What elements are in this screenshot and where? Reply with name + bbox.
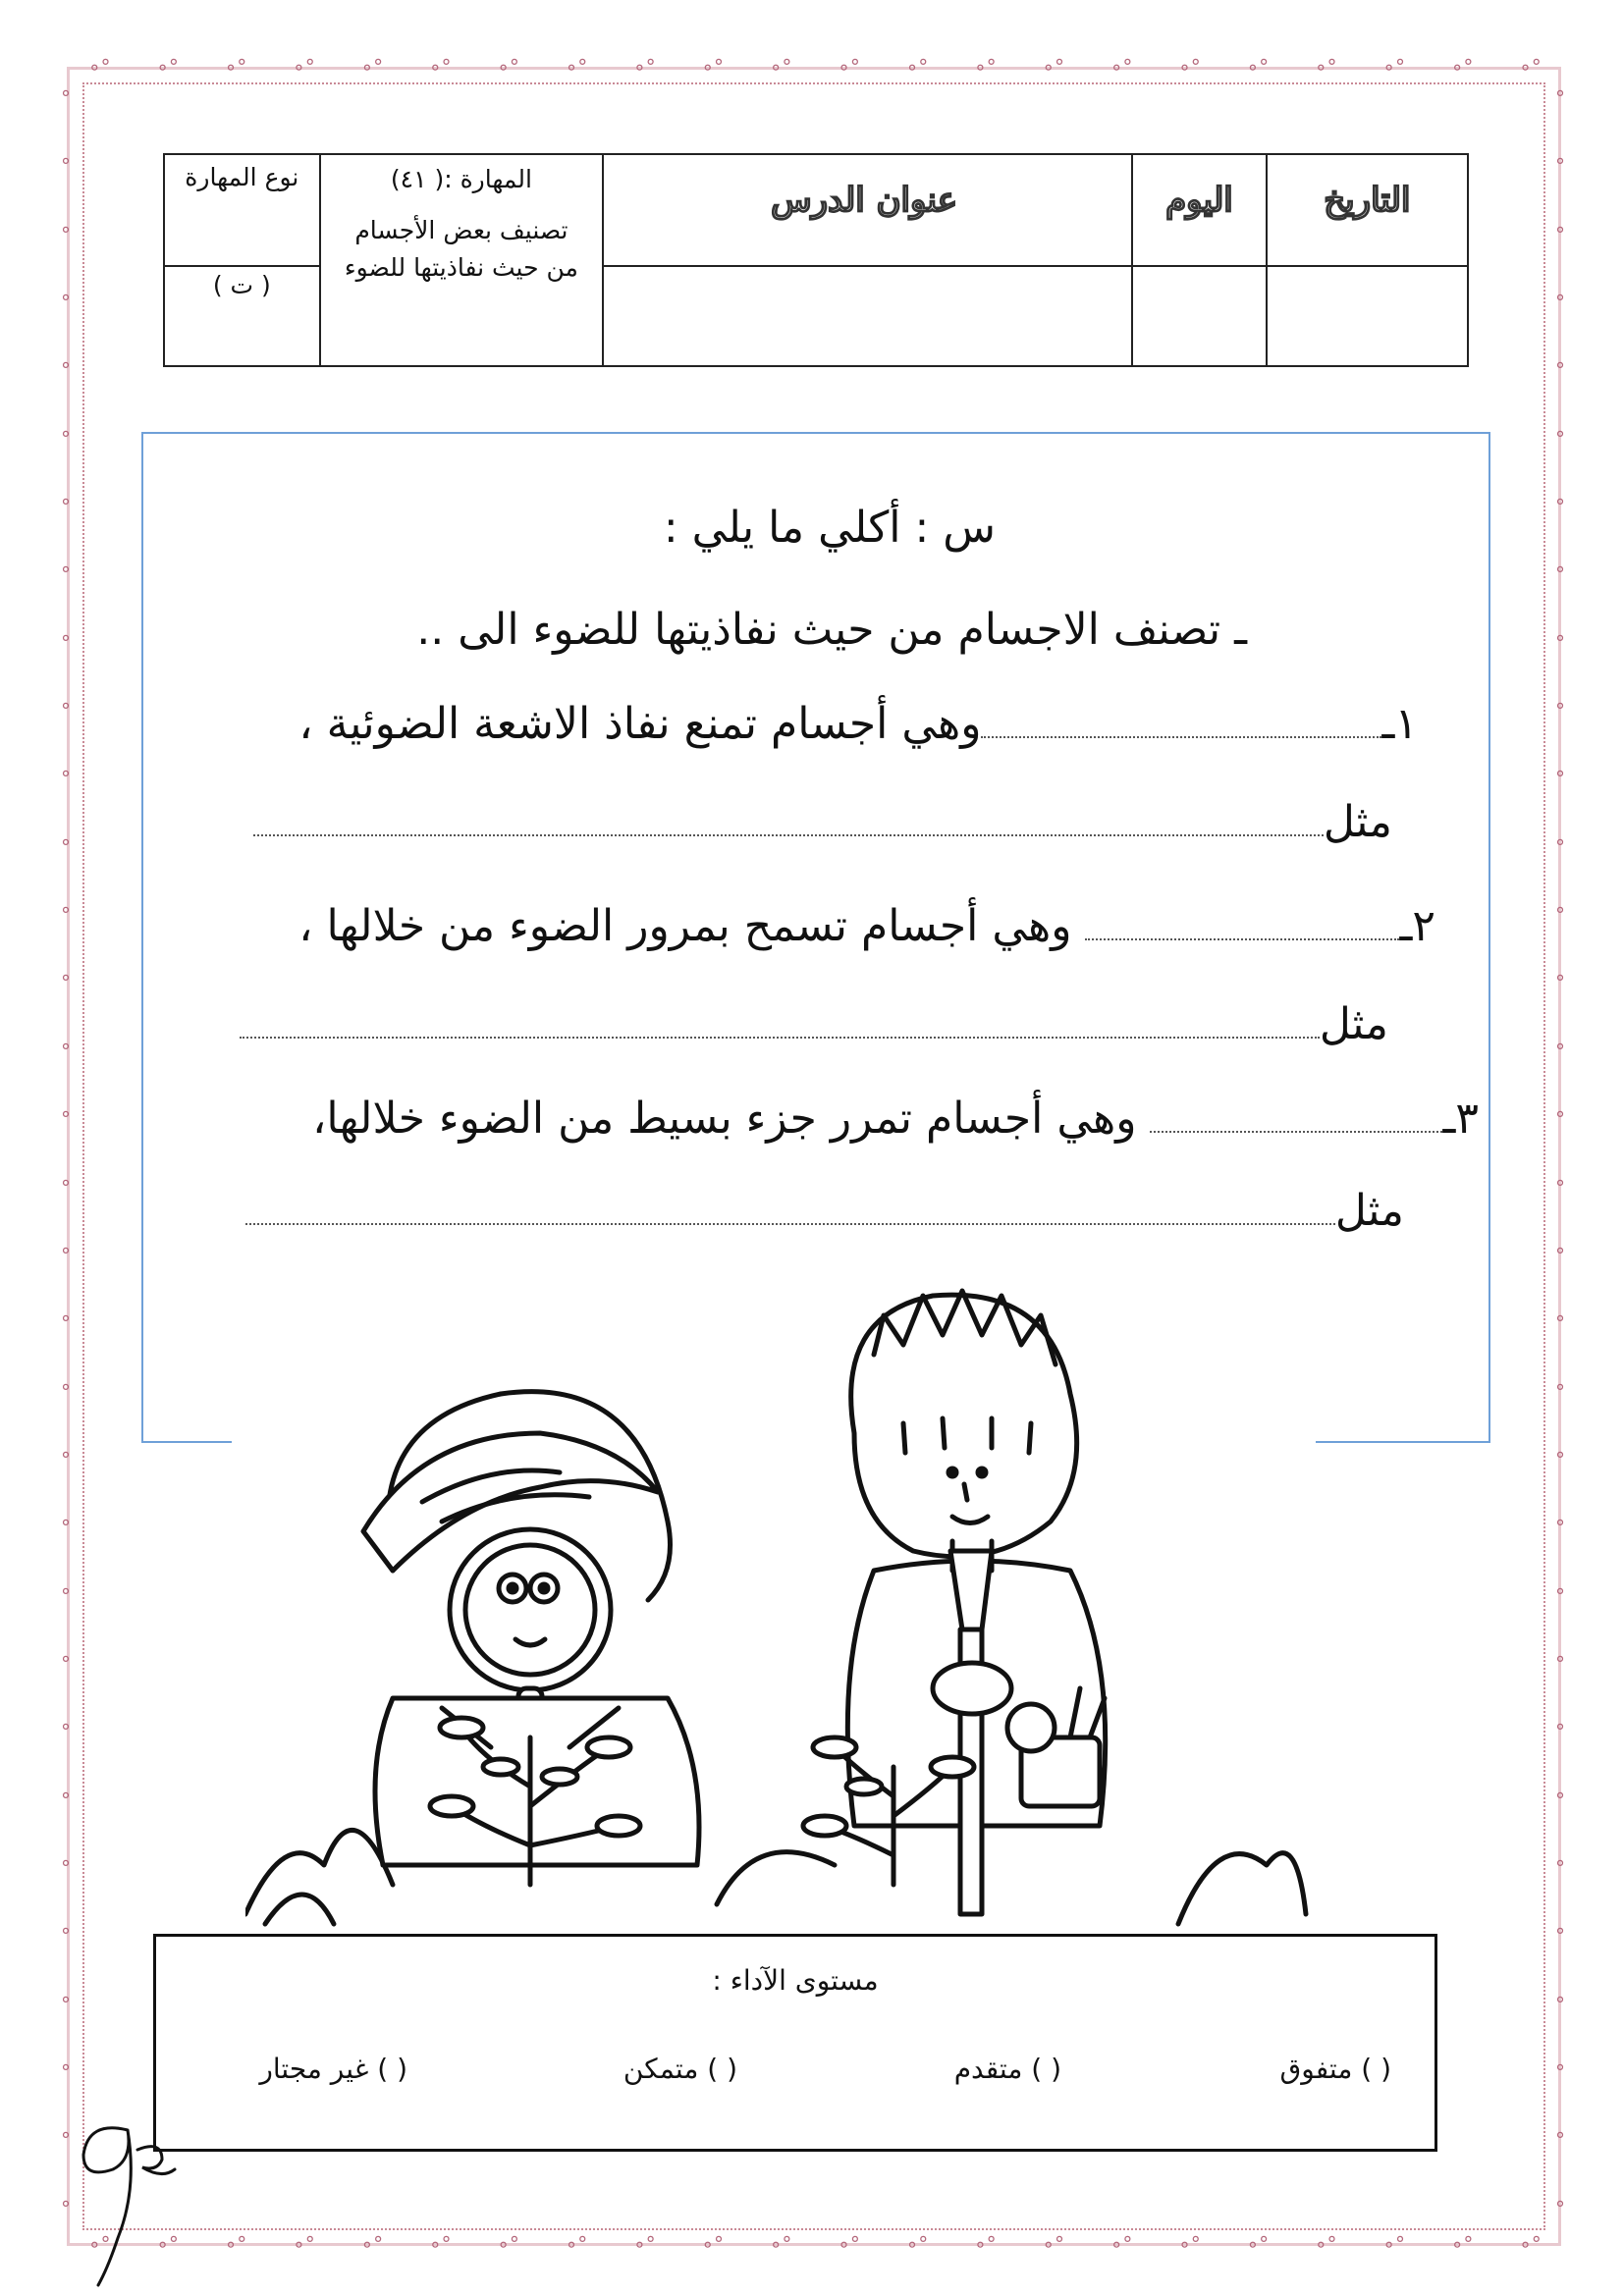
option-proficient-mark[interactable]: ( ) [707, 2053, 737, 2085]
option-proficient-label: متمكن [623, 2053, 699, 2085]
border-dots-right: ° ° ° ° ° ° ° ° ° ° ° ° ° ° ° ° ° ° ° ° ° ° ° ° ° ° ° ° ° ° ° ° [1555, 86, 1565, 2220]
skill-desc-line1: تصنيف بعض الأجسام [354, 216, 568, 244]
item-3 [312, 1094, 1479, 1144]
item-1-example-label: مثل [1323, 797, 1392, 847]
option-not-passed-label: غير مجتار [259, 2053, 369, 2085]
item-3-example [245, 1186, 1404, 1236]
item-2-example-blank[interactable] [240, 1027, 1320, 1039]
item-2-example [240, 999, 1388, 1049]
lesson-title-label: عنوان الدرس [603, 154, 1132, 266]
item-2 [298, 901, 1435, 951]
item-1-example-blank[interactable] [253, 825, 1324, 836]
option-excellent[interactable] [1280, 2053, 1391, 2085]
item-2-number: ٢ـ [1399, 901, 1435, 951]
day-label: اليوم [1132, 154, 1267, 266]
option-excellent-label: متفوق [1279, 2053, 1353, 2085]
item-2-blank[interactable] [1085, 929, 1399, 940]
item-3-blank[interactable] [1150, 1121, 1442, 1133]
performance-title: مستوى الآداء : [712, 1964, 879, 1997]
question-box-bottom-right [1316, 1441, 1490, 1443]
day-value[interactable] [1132, 266, 1267, 366]
question-prompt: س : أكلي ما يلي : [663, 503, 996, 553]
question-intro: ـ تصنف الاجسام من حيث نفاذيتها للضوء الى .. [416, 605, 1247, 655]
option-advanced[interactable] [954, 2053, 1061, 2085]
item-3-example-blank[interactable] [245, 1213, 1335, 1225]
skill-number: المهارة :( ٤١) [390, 165, 532, 193]
item-3-number: ٣ـ [1442, 1094, 1479, 1144]
date-value[interactable] [1267, 266, 1468, 366]
option-advanced-label: متقدم [953, 2053, 1023, 2085]
item-1-example [253, 797, 1392, 847]
option-excellent-mark[interactable]: ( ) [1361, 2053, 1391, 2085]
item-1-number: ١ـ [1381, 699, 1418, 749]
option-not-passed-mark[interactable]: ( ) [377, 2053, 407, 2085]
item-2-desc: وهي أجسام تسمح بمرور الضوء من خلالها ، [298, 901, 1072, 951]
skill-type-value: ( ت ) [164, 266, 320, 366]
date-label: التاريخ [1267, 154, 1468, 266]
lesson-title-value[interactable] [603, 266, 1132, 366]
item-1-desc: وهي أجسام تمنع نفاذ الاشعة الضوئية ، [298, 699, 982, 749]
header-table [163, 153, 1469, 367]
performance-box [153, 1934, 1437, 2152]
item-2-example-label: مثل [1319, 999, 1388, 1049]
option-advanced-mark[interactable]: ( ) [1031, 2053, 1061, 2085]
option-proficient[interactable] [623, 2053, 737, 2085]
skill-cell [320, 154, 603, 366]
border-dots-bottom: ∘° ∘° ∘° ∘° ∘° ∘° ∘° ∘° ∘° ∘° ∘° ∘° ∘° ∘° ∘° ∘° ∘° ∘° ∘° ∘° ∘° ∘° [88, 2232, 1542, 2256]
border-dots-top: ∘° ∘° ∘° ∘° ∘° ∘° ∘° ∘° ∘° ∘° ∘° ∘° ∘° ∘° ∘° ∘° ∘° ∘° ∘° ∘° ∘° ∘° [88, 55, 1542, 79]
handwritten-signature [69, 2110, 177, 2287]
item-3-example-label: مثل [1334, 1186, 1404, 1236]
item-3-desc: وهي أجسام تمرر جزء بسيط من الضوء خلالها، [312, 1094, 1137, 1144]
children-gardening-illustration [245, 1276, 1326, 1944]
skill-type-label: نوع المهارة [164, 154, 320, 266]
border-dots-left: ° ° ° ° ° ° ° ° ° ° ° ° ° ° ° ° ° ° ° ° ° ° ° ° ° ° ° ° ° ° ° ° [61, 86, 71, 2220]
option-not-passed[interactable] [259, 2053, 407, 2085]
question-box-bottom-left [141, 1441, 232, 1443]
item-1-blank[interactable] [981, 726, 1381, 738]
skill-desc-line2: من حيث نفاذيتها للضوء [344, 253, 578, 282]
item-1 [298, 699, 1418, 749]
